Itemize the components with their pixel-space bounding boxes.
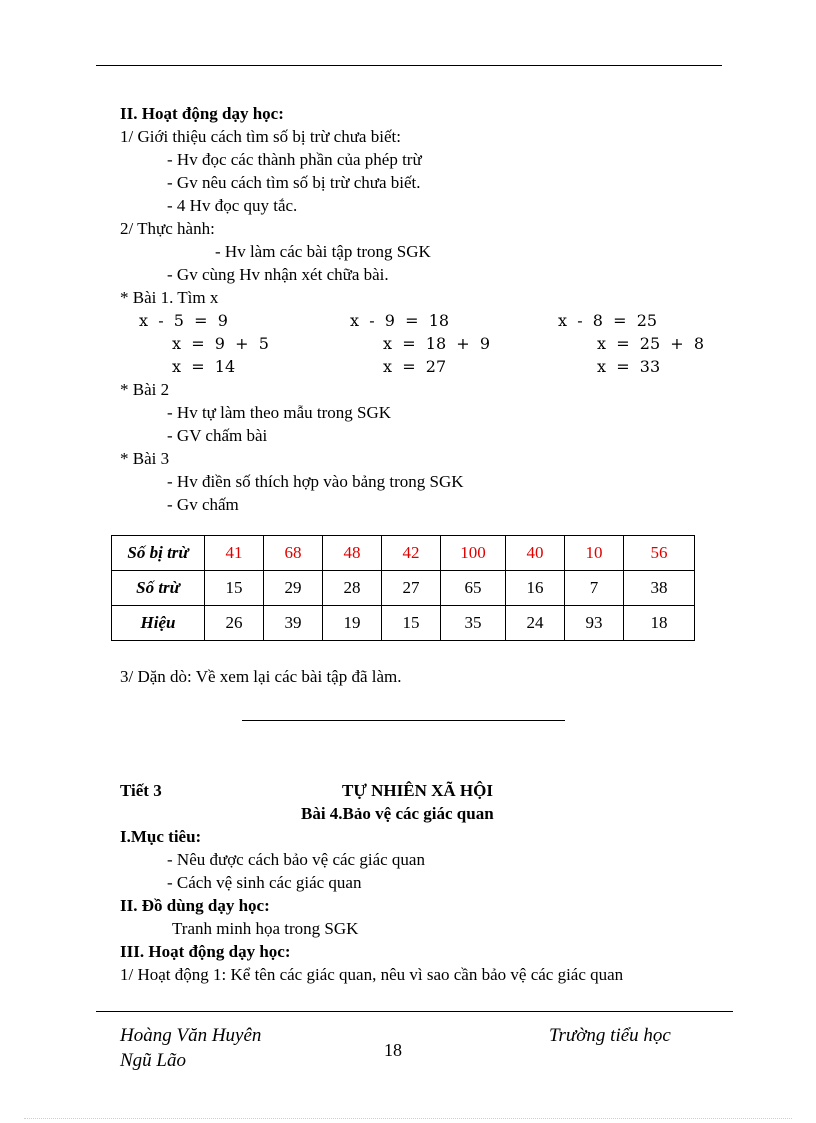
item-2: 2/ Thực hành:: [120, 219, 215, 238]
table-cell: 39: [264, 606, 323, 641]
equation: x - 5 = 9: [139, 311, 228, 330]
table-row: [112, 606, 695, 641]
item-1-point: - Hv đọc các thành phần của phép trừ: [167, 150, 422, 169]
table-cell: 68: [264, 536, 323, 571]
exercise-3-point: - Gv chấm: [167, 495, 239, 514]
equation: x - 9 = 18: [350, 311, 450, 330]
page-number: 18: [384, 1040, 402, 1060]
table-cell: 38: [624, 571, 695, 606]
table-cell: 15: [205, 571, 264, 606]
row-label: Hiệu: [112, 606, 205, 641]
goals-heading: I.Mục tiêu:: [120, 827, 202, 846]
row-label: Số trừ: [112, 571, 205, 606]
table-cell: 100: [441, 536, 506, 571]
equation: x = 9 + 5: [172, 334, 269, 353]
table-cell: 29: [264, 571, 323, 606]
activities-heading: III. Hoạt động dạy học:: [120, 942, 291, 961]
period-label: Tiết 3: [120, 781, 162, 800]
item-3: 3/ Dặn dò: Về xem lại các bài tập đã làm.: [120, 667, 402, 686]
equation: x = 27: [383, 357, 447, 376]
table-row: [112, 571, 695, 606]
table-cell: 18: [624, 606, 695, 641]
exercise-2-point: - Hv tự làm theo mẫu trong SGK: [167, 403, 392, 422]
table-cell: 42: [382, 536, 441, 571]
item-1-point: - 4 Hv đọc quy tắc.: [167, 196, 298, 215]
item-1-point: - Gv nêu cách tìm số bị trừ chưa biết.: [167, 173, 421, 192]
table-cell: 35: [441, 606, 506, 641]
equation: x = 25 + 8: [597, 334, 705, 353]
table-cell: 28: [323, 571, 382, 606]
footer-location: Ngũ Lão: [120, 1050, 186, 1071]
exercise-2-title: * Bài 2: [120, 380, 170, 399]
equation: x = 33: [597, 357, 661, 376]
footer-author: Hoàng Văn Huyên: [120, 1025, 262, 1046]
table-cell: 24: [506, 606, 565, 641]
table-cell: 7: [565, 571, 624, 606]
equation: x - 8 = 25: [558, 311, 658, 330]
activity-1: 1/ Hoạt động 1: Kể tên các giác quan, nêu vì sao cần bảo vệ các giác quan: [120, 965, 624, 984]
equation: x = 14: [172, 357, 236, 376]
table-cell: 19: [323, 606, 382, 641]
table-cell: 48: [323, 536, 382, 571]
goal-item: - Cách vệ sinh các giác quan: [167, 873, 362, 892]
table-cell: 10: [565, 536, 624, 571]
section-separator: [242, 720, 565, 721]
page-bottom-dots: [24, 1118, 792, 1119]
table-cell: 27: [382, 571, 441, 606]
exercise-2-point: - GV chấm bài: [167, 426, 268, 445]
item-2-point: - Hv làm các bài tập trong SGK: [215, 242, 431, 261]
subject-title: TỰ NHIÊN XÃ HỘI: [342, 781, 493, 800]
table-cell: 41: [205, 536, 264, 571]
table-cell: 26: [205, 606, 264, 641]
table-row: [112, 536, 695, 571]
exercise-1-title: * Bài 1. Tìm x: [120, 288, 219, 307]
subtraction-table: [111, 535, 695, 641]
footer-rule: [96, 1011, 733, 1012]
lesson-title: Bài 4.Bảo vệ các giác quan: [301, 804, 494, 823]
materials-heading: II. Đồ dùng dạy học:: [120, 896, 270, 915]
item-2-point: - Gv cùng Hv nhận xét chữa bài.: [167, 265, 389, 284]
section-heading: II. Hoạt động dạy học:: [120, 104, 284, 123]
table-cell: 15: [382, 606, 441, 641]
table-cell: 65: [441, 571, 506, 606]
table-cell: 40: [506, 536, 565, 571]
exercise-3-point: - Hv điền số thích hợp vào bảng trong SGK: [167, 472, 464, 491]
footer-school: Trường tiểu học: [549, 1025, 671, 1046]
materials-text: Tranh minh họa trong SGK: [172, 919, 359, 938]
row-label: Số bị trừ: [112, 536, 205, 571]
goal-item: - Nêu được cách bảo vệ các giác quan: [167, 850, 425, 869]
table-cell: 93: [565, 606, 624, 641]
equation: x = 18 + 9: [383, 334, 491, 353]
table-cell: 56: [624, 536, 695, 571]
exercise-3-title: * Bài 3: [120, 449, 170, 468]
table-cell: 16: [506, 571, 565, 606]
item-1: 1/ Giới thiệu cách tìm số bị trừ chưa biết:: [120, 127, 401, 146]
header-rule: [96, 65, 722, 66]
